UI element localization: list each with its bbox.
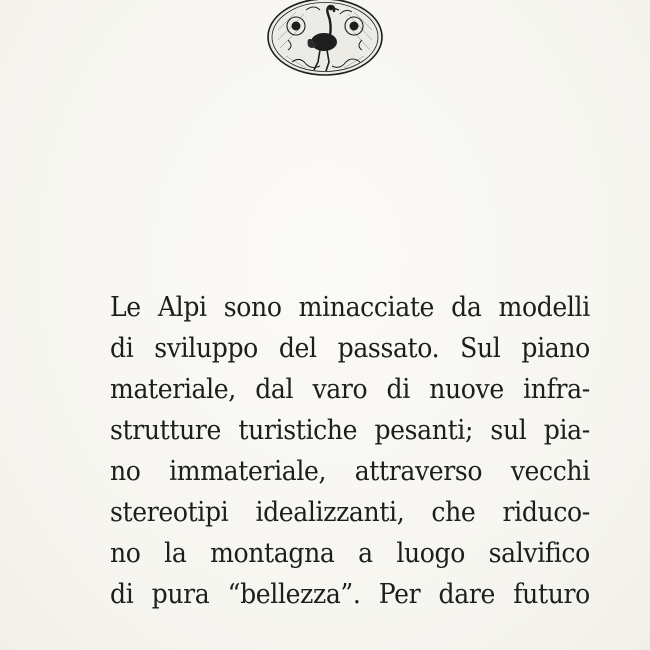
blurb-line: di pura “bellezza”. Per dare futuro xyxy=(110,579,590,610)
back-cover-blurb xyxy=(110,287,590,615)
blurb-line: strutture turistiche pesanti; sul pia- xyxy=(110,415,590,446)
blurb-line: di sviluppo del passato. Sul piano xyxy=(110,333,590,364)
blurb-line: materiale, dal varo di nuove infra- xyxy=(110,374,590,405)
blurb-line: no immateriale, attraverso vecchi xyxy=(110,456,590,487)
blurb-line: stereotipi idealizzanti, che riduco- xyxy=(110,497,590,528)
ostrich-seal-icon xyxy=(266,0,384,78)
blurb-line: Le Alpi sono minacciate da modelli xyxy=(110,292,590,323)
blurb-line: no la montagna a luogo salvifico xyxy=(110,538,590,569)
